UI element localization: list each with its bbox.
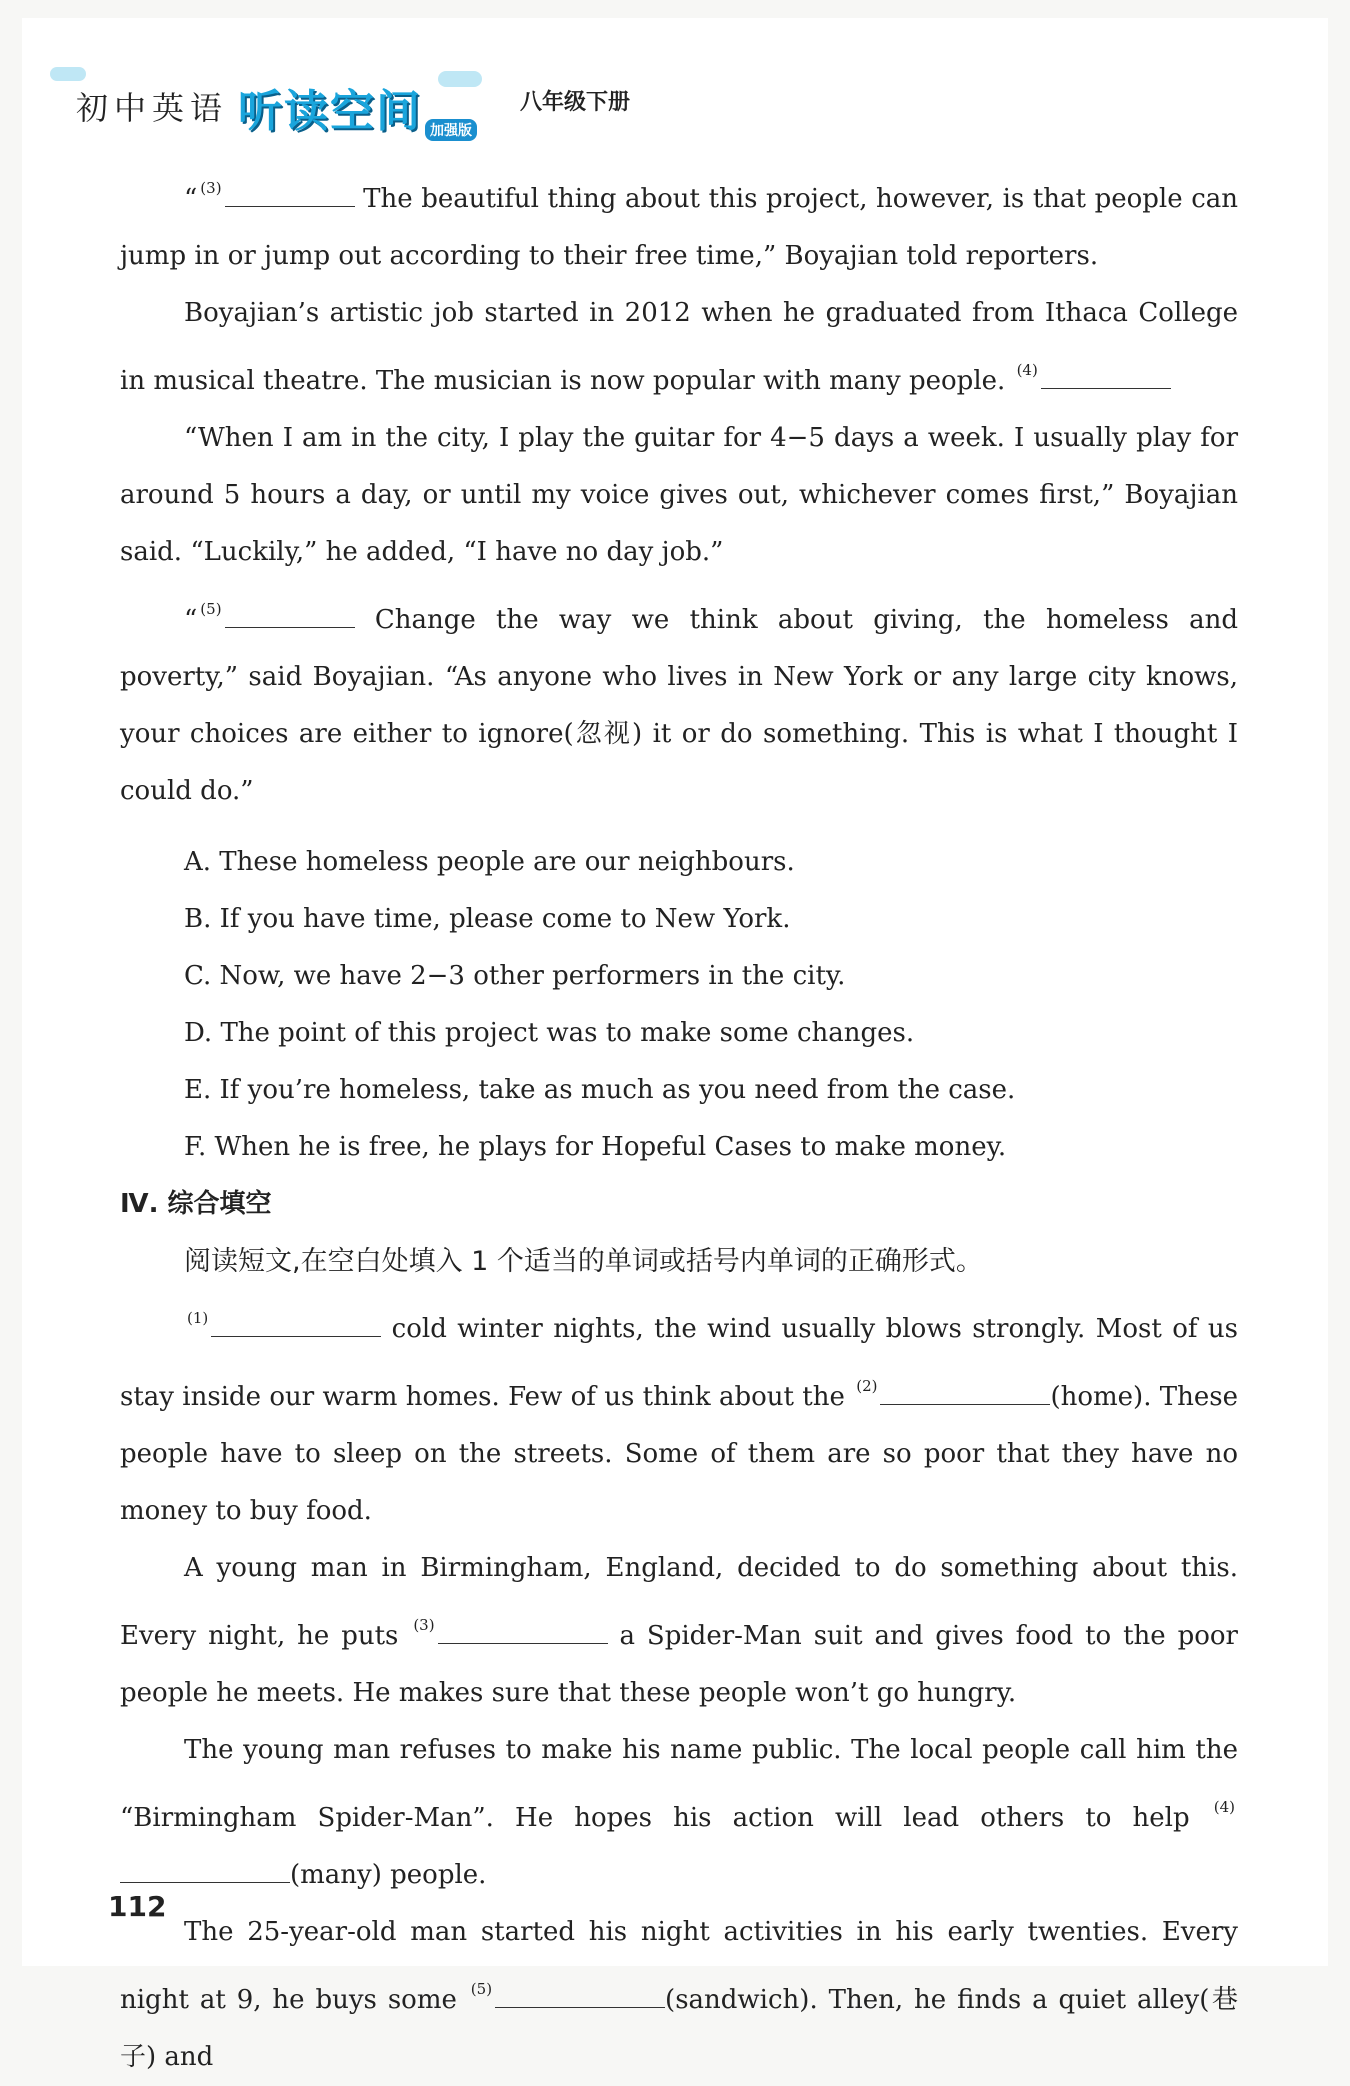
paragraph-text: (many) people. (290, 1860, 487, 1890)
answer-blank[interactable] (225, 179, 355, 207)
cloud-decoration (438, 71, 482, 87)
paragraph-text: (sandwich). Then, he finds a quiet alley(巷子) and (120, 1985, 1238, 2072)
blank-number: (5) (470, 1980, 493, 1998)
option-d: D. The point of this project was to make some changes. (184, 1018, 915, 1048)
blank-number: (2) (856, 1377, 878, 1395)
paragraph-text: (home). These people have to sleep on the streets. Some of them are so poor that they have no money to buy food. (120, 1382, 1238, 1526)
option-e: E. If you’re homeless, take as much as you need from the case. (184, 1075, 1016, 1105)
blank-number: (4) (1213, 1798, 1235, 1816)
paragraph-text: A young man in Birmingham, England, decided to do something about this. Every night, he puts (120, 1553, 1238, 1651)
option-c: C. Now, we have 2−3 other performers in the city. (184, 961, 846, 991)
answer-blank[interactable] (880, 1377, 1050, 1405)
paragraph-text: cold winter nights, the wind usually blows strongly. Most of us stay inside our warm homes. Few of us think about the (120, 1314, 1238, 1412)
cloud-decoration (50, 67, 86, 81)
passage-paragraph (120, 1540, 1238, 1722)
page-number: 112 (108, 1890, 167, 1923)
edition-badge: 加强版 (425, 119, 477, 141)
blank-number: (5) (200, 600, 222, 618)
quote-mark: “ (184, 184, 198, 214)
passage-paragraph (120, 160, 1238, 285)
answer-blank[interactable] (120, 1855, 290, 1883)
page-content (120, 160, 1238, 2086)
answer-blank[interactable] (225, 600, 355, 628)
page-header (50, 55, 1250, 145)
blank-number: (4) (1016, 361, 1038, 379)
quote-mark: “ (184, 605, 198, 635)
book-logo: 听读空间 (238, 86, 422, 137)
option-a: A. These homeless people are our neighbours. (184, 847, 795, 877)
answer-blank[interactable] (495, 1980, 665, 2008)
grade-label: 八年级下册 (520, 90, 631, 115)
blank-number: (3) (413, 1616, 435, 1634)
paragraph-text: The 25-year-old man started his night activities in his early twenties. Every night at 9, he buys some (120, 1917, 1238, 2015)
paragraph-text: Change the way we think about giving, the homeless and poverty,” said Boyajian. “As anyone who lives in New York or any large city knows, your choices are either to ignore(忽视) it or do something. This is what I thought I could do.” (120, 605, 1238, 806)
blank-number: (1) (187, 1309, 209, 1327)
book-series-title: 初中英语 (76, 89, 229, 127)
answer-blank[interactable] (438, 1616, 608, 1644)
passage-paragraph (120, 1290, 1238, 1540)
blank-number: (3) (200, 179, 222, 197)
paragraph-text: The beautiful thing about this project, however, is that people can jump in or jump out according to their free time,” Boyajian told reporters. (120, 184, 1238, 271)
passage-paragraph (120, 285, 1238, 410)
paragraph-text: a Spider-Man suit and gives food to the poor people he meets. He makes sure that these people won’t go hungry. (120, 1621, 1238, 1708)
option-f: F. When he is free, he plays for Hopeful Cases to make money. (184, 1132, 1007, 1162)
section-title: Ⅳ. 综合填空 (120, 1189, 272, 1219)
option-b: B. If you have time, please come to New York. (184, 904, 791, 934)
answer-blank[interactable] (1041, 361, 1171, 389)
spacer (120, 820, 1238, 834)
options-list (120, 834, 1238, 1176)
paragraph-text: Boyajian’s artistic job started in 2012 when he graduated from Ithaca College in musical theatre. The musician is now popular with many people. (120, 298, 1238, 396)
passage-paragraph (120, 1722, 1238, 1904)
passage-paragraph: “When I am in the city, I play the guitar for 4−5 days a week. I usually play for around 5 hours a day, or until my voice gives out, whichever comes first,” Boyajian said. “Luckily,” he added, “I have no day job.” (120, 423, 1238, 567)
passage-paragraph (120, 1904, 1238, 2086)
section-instruction: 阅读短文,在空白处填入 1 个适当的单词或括号内单词的正确形式。 (184, 1246, 983, 1277)
passage-paragraph (120, 581, 1238, 820)
answer-blank[interactable] (211, 1309, 381, 1337)
paragraph-text: The young man refuses to make his name public. The local people call him the “Birmingham Spider-Man”. He hopes his action will lead others to help (120, 1735, 1238, 1833)
